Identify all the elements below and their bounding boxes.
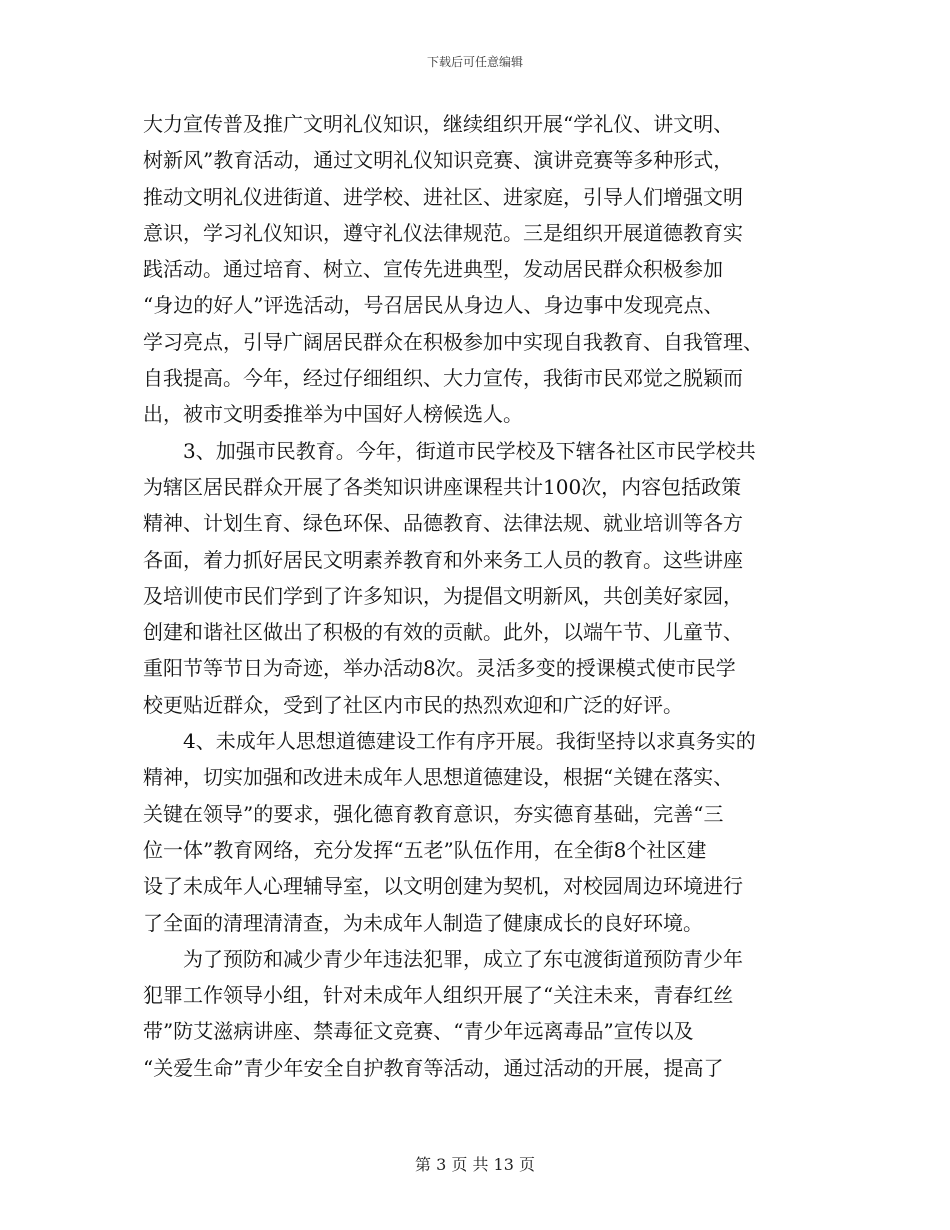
text-line: 精神、计划生育、绿色环保、品德教育、法律法规、就业培训等各方 <box>143 511 743 536</box>
text-line: “关爱生命”青少年安全自护教育等活动，通过活动的开展，提高了 <box>143 1055 724 1080</box>
text-line: 树新风”教育活动，通过文明礼仪知识竞赛、演讲竞赛等多种形式， <box>143 148 734 173</box>
page-header: 下载后可任意编辑 <box>426 55 523 69</box>
text-line: 各面，着力抓好居民文明素养教育和外来务工人员的教育。这些讲座 <box>143 547 743 572</box>
text-line: 为了预防和减少青少年违法犯罪，成立了东屯渡街道预防青少年 <box>143 946 743 971</box>
text-line: 大力宣传普及推广文明礼仪知识，继续组织开展“学礼仪、讲文明、 <box>143 112 734 136</box>
text-line: 及培训使市民们学到了许多知识，为提倡文明新风，共创美好家园， <box>143 583 743 608</box>
text-line: 重阳节等节日为奇迹，举办活动8次。灵活多变的授课模式使市民学 <box>143 656 736 681</box>
text-line: 校更贴近群众，受到了社区内市民的热烈欢迎和广泛的好评。 <box>143 692 683 717</box>
text-line: 关键在领导”的要求，强化德育教育意识，夯实德育基础，完善“三 <box>143 801 724 826</box>
text-line: 犯罪工作领导小组，针对未成年人组织开展了“关注未来，青春红丝 <box>143 983 734 1008</box>
text-line: 精神，切实加强和改进未成年人思想道德建设，根据“关键在落实、 <box>143 765 734 790</box>
text-line: 践活动。通过培育、树立、宣传先进典型，发动居民群众积极参加 <box>143 257 723 282</box>
text-line: 意识，学习礼仪知识，遵守礼仪法律规范。三是组织开展道德教育实 <box>143 220 743 245</box>
text-line: 推动文明礼仪进街道、进学校、进社区、进家庭，引导人们增强文明 <box>143 184 743 209</box>
text-line: 设了未成年人心理辅导室，以文明创建为契机，对校园周边环境进行 <box>143 874 743 899</box>
text-line: 为辖区居民群众开展了各类知识讲座课程共计100次，内容包括政策 <box>143 474 742 499</box>
text-line: 了全面的清理清清查，为未成年人制造了健康成长的良好环境。 <box>143 910 703 935</box>
text-line: “身边的好人”评选活动，号召居民从身边人、身边事中发现亮点、 <box>143 293 724 318</box>
text-line: 出，被市文明委推举为中国好人榜候选人。 <box>143 402 523 427</box>
text-line: 位一体”教育网络，充分发挥“五老”队伍作用，在全街8个社区建 <box>143 837 707 862</box>
text-line: 自我提高。今年，经过仔细组织、大力宣传，我街市民邓觉之脱颖而 <box>143 366 743 391</box>
text-line: 4、未成年人思想道德建设工作有序开展。我街坚持以求真务实的 <box>143 729 756 754</box>
document-body <box>143 106 808 1086</box>
text-line: 学习亮点，引导广阔居民群众在积极参加中实现自我教育、自我管理、 <box>143 329 763 354</box>
text-line: 带”防艾滋病讲座、禁毒征文竞赛、“青少年远离毒品”宣传以及 <box>143 1019 694 1044</box>
text-line: 3、加强市民教育。今年，街道市民学校及下辖各社区市民学校共 <box>143 438 756 463</box>
page-footer: 第 3 页 共 13 页 <box>415 1155 535 1174</box>
text-line: 创建和谐社区做出了积极的有效的贡献。此外，以端午节、儿童节、 <box>143 620 743 645</box>
